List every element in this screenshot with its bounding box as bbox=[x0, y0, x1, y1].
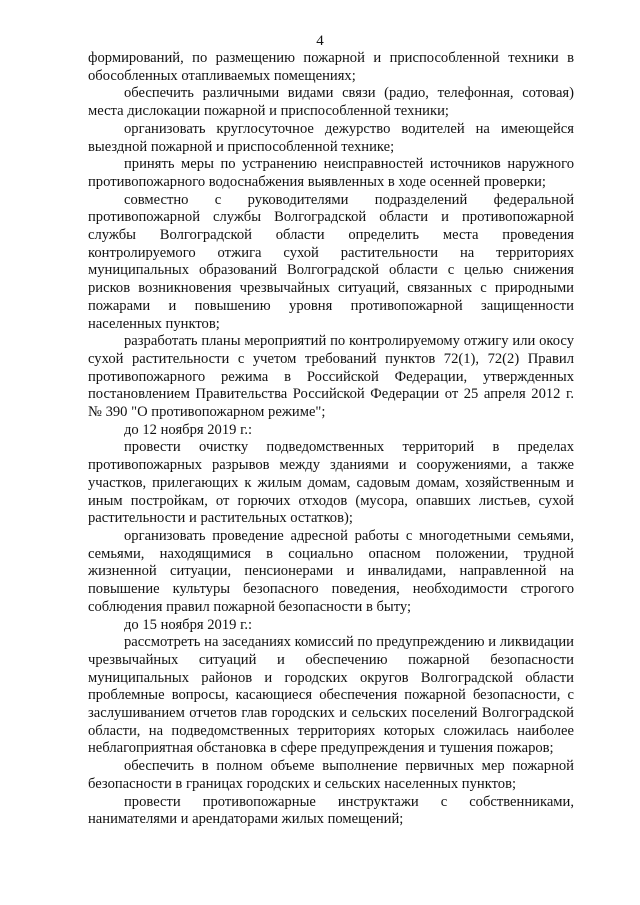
paragraph: принять меры по устранению неисправностей источников наружного противопожарного водоснабжения выявленных в ходе осенней проверки; bbox=[88, 156, 574, 190]
deadline-heading: до 12 ноября 2019 г.: bbox=[124, 421, 253, 438]
paragraph: организовать проведение адресной работы с многодетными семьями, семьями, находящимися в социально опасном положении, трудной жизненной ситуации, пенсионерами и инвалидами, направленной на повышение культуры безопасного поведения, необходимости строгого соблюдения правил пожарной безопасности в быту; bbox=[88, 527, 574, 615]
paragraph: рассмотреть на заседаниях комиссий по предупреждению и ликвидации чрезвычайных ситуаций и обеспечению пожарной безопасности муниципальных районов и городских округов Волгоградской области проблемные вопросы, касающиеся обеспечения пожарной безопасности, с заслушиванием отчетов глав городских и сельских поселений Волгоградской области, на подведомственных территориях которых сложилась наиболее неблагоприятная обстановка в сфере предупреждения и тушения пожаров; bbox=[88, 634, 574, 757]
paragraph: организовать круглосуточное дежурство водителей на имеющейся выездной пожарной и приспособленной технике; bbox=[88, 120, 574, 155]
paragraph: разработать планы мероприятий по контролируемому отжигу или окосу сухой растительности с учетом требований пунктов 72(1), 72(2) Правил противопожарного режима в Российской Федерации, утвержденных постановлением Правительства Российской Федерации от 25 апреля 2012 г. № 390 "О противопожарном режиме"; bbox=[88, 333, 574, 421]
paragraph: совместно с руководителями подразделений федеральной противопожарной службы Волгоградской области и противопожарной службы Волгоградской области определить места проведения контролируемого отжига сухой растительности на территориях муниципальных образований Волгоградской области с целью снижения рисков возникновения чрезвычайных ситуаций, связанных с природными пожарами и повышению уровня противопожарной защищенности населенных пунктов; bbox=[88, 191, 574, 332]
page-number: 4 bbox=[316, 33, 324, 49]
paragraph: провести очистку подведомственных территорий в пределах противопожарных разрывов между зданиями и сооружениями, а также участков, прилегающих к жилым домам, садовым домам, хозяйственным и иным постройкам, от горючих отходов (мусора, опавших листьев, сухой растительности и растительных остатков); bbox=[88, 439, 574, 527]
paragraph: обеспечить различными видами связи (радио, телефонная, сотовая) места дислокации пожарной и приспособленной техники; bbox=[88, 85, 574, 120]
paragraph: формирований, по размещению пожарной и приспособленной техники в обособленных отапливаемых помещениях; bbox=[88, 50, 574, 84]
document-body bbox=[88, 50, 574, 829]
paragraph: обеспечить в полном объеме выполнение первичных мер пожарной безопасности в границах городских и сельских населенных пунктов; bbox=[88, 758, 574, 792]
deadline-heading: до 15 ноября 2019 г.: bbox=[124, 616, 253, 633]
paragraph: провести противопожарные инструктажи с собственниками, нанимателями и арендаторами жилых помещений; bbox=[88, 793, 574, 828]
